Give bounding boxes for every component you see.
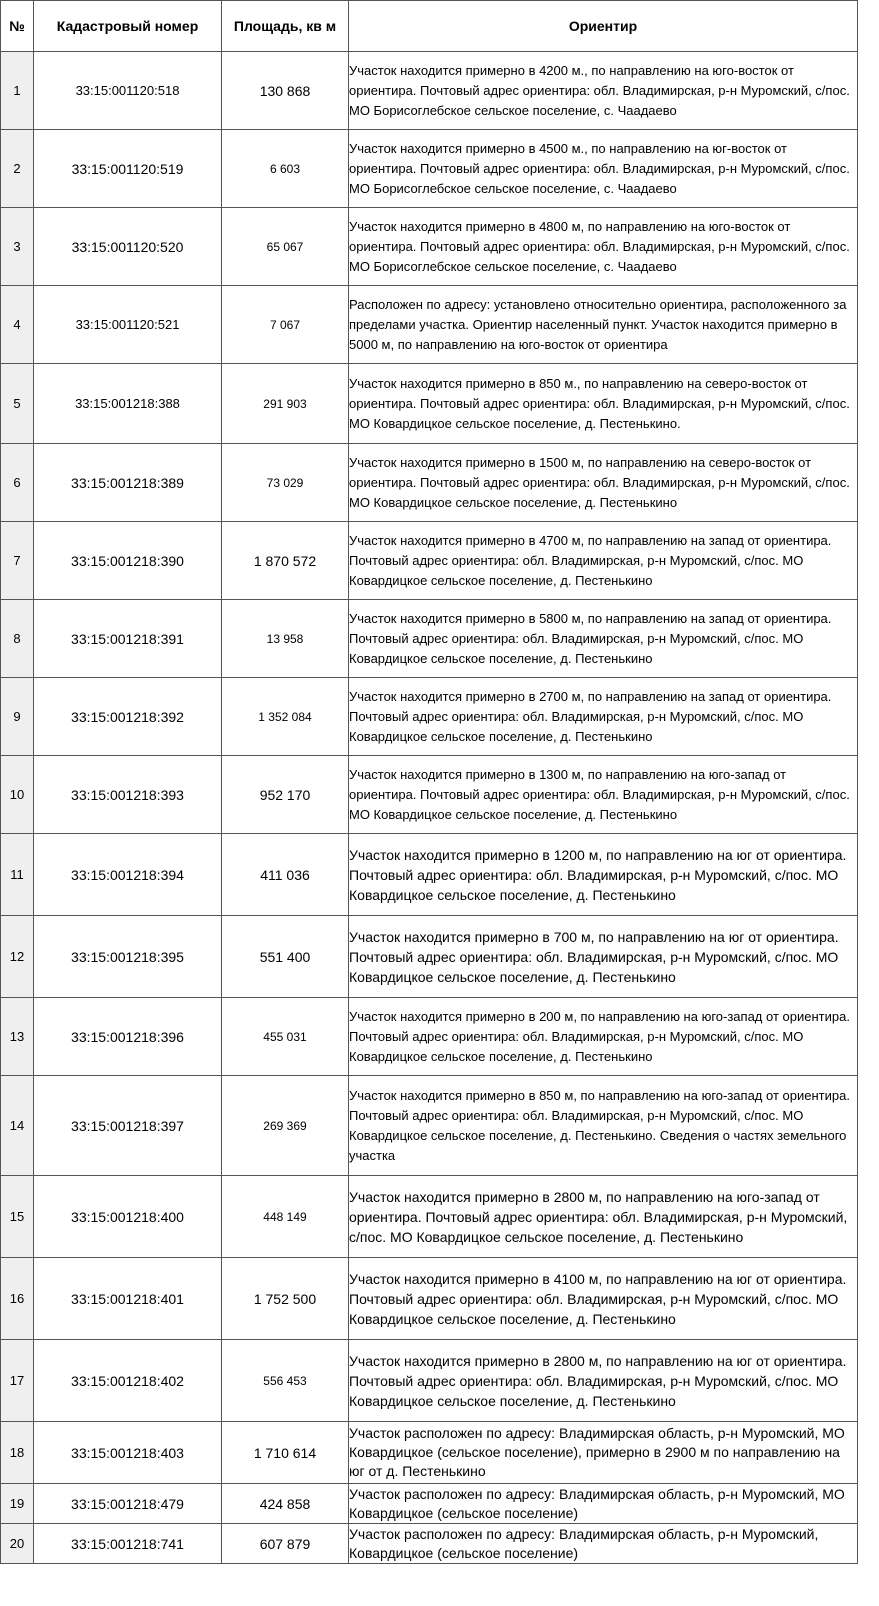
row-num: 16	[1, 1258, 34, 1340]
table-row	[1, 1258, 858, 1340]
plot-area: 291 903	[222, 364, 349, 444]
landmark-description: Участок находится примерно в 850 м, по направлению на юго-запад от ориентира. Почтовый адрес ориентира: обл. Владимирская, р-н Муромский, с/пос. МО Ковардицкое сельское поселение, д. Пестенькино. Сведения о частях земельного участка	[349, 1076, 858, 1176]
cadastral-number: 33:15:001218:403	[34, 1422, 222, 1484]
cadastral-number: 33:15:001120:520	[34, 208, 222, 286]
table-row	[1, 52, 858, 130]
plot-area: 6 603	[222, 130, 349, 208]
landmark-description: Участок находится примерно в 4700 м, по направлению на запад от ориентира. Почтовый адрес ориентира: обл. Владимирская, р-н Муромский, с/пос. МО Ковардицкое сельское поселение, д. Пестенькино	[349, 522, 858, 600]
cadastral-number: 33:15:001218:389	[34, 444, 222, 522]
table-row	[1, 834, 858, 916]
plot-area: 7 067	[222, 286, 349, 364]
cadastral-number: 33:15:001120:521	[34, 286, 222, 364]
table-row	[1, 130, 858, 208]
landmark-description: Участок находится примерно в 1200 м, по направлению на юг от ориентира. Почтовый адрес ориентира: обл. Владимирская, р-н Муромский, с/пос. МО Ковардицкое сельское поселение, д. Пестенькино	[349, 834, 858, 916]
header-area: Площадь, кв м	[222, 1, 349, 52]
cadastral-number: 33:15:001218:390	[34, 522, 222, 600]
plot-area: 411 036	[222, 834, 349, 916]
plot-area: 1 352 084	[222, 678, 349, 756]
row-num: 13	[1, 998, 34, 1076]
row-num: 7	[1, 522, 34, 600]
landmark-description: Участок находится примерно в 4500 м., по направлению на юг-восток от ориентира. Почтовый адрес ориентира: обл. Владимирская, р-н Муромский, с/пос. МО Борисоглебское сельское поселение, с. Чаадаево	[349, 130, 858, 208]
row-num: 9	[1, 678, 34, 756]
landmark-description: Участок находится примерно в 1500 м, по направлению на северо-восток от ориентира. Почтовый адрес ориентира: обл. Владимирская, р-н Муромский, с/пос. МО Ковардицкое сельское поселение, д. Пестенькино	[349, 444, 858, 522]
plot-area: 1 870 572	[222, 522, 349, 600]
landmark-description: Участок расположен по адресу: Владимирская область, р-н Муромский, Ковардицкое (сельское поселение)	[349, 1524, 858, 1564]
landmark-description: Участок расположен по адресу: Владимирская область, р-н Муромский, МО Ковардицкое (сельское поселение)	[349, 1484, 858, 1524]
header-row	[1, 1, 858, 52]
plot-area: 952 170	[222, 756, 349, 834]
plot-area: 269 369	[222, 1076, 349, 1176]
plot-area: 1 752 500	[222, 1258, 349, 1340]
table-row	[1, 364, 858, 444]
cadastral-number: 33:15:001218:741	[34, 1524, 222, 1564]
landmark-description: Участок находится примерно в 2700 м, по направлению на запад от ориентира. Почтовый адрес ориентира: обл. Владимирская, р-н Муромский, с/пос. МО Ковардицкое сельское поселение, д. Пестенькино	[349, 678, 858, 756]
table-row	[1, 1422, 858, 1484]
row-num: 14	[1, 1076, 34, 1176]
plot-area: 65 067	[222, 208, 349, 286]
landmark-description: Участок находится примерно в 4800 м, по направлению на юго-восток от ориентира. Почтовый адрес ориентира: обл. Владимирская, р-н Муромский, с/пос. МО Борисоглебское сельское поселение, с. Чаадаево	[349, 208, 858, 286]
row-num: 11	[1, 834, 34, 916]
table-row	[1, 1484, 858, 1524]
row-num: 5	[1, 364, 34, 444]
table-row	[1, 600, 858, 678]
table-row	[1, 1340, 858, 1422]
row-num: 1	[1, 52, 34, 130]
plot-area: 130 868	[222, 52, 349, 130]
plot-area: 556 453	[222, 1340, 349, 1422]
table-row	[1, 1176, 858, 1258]
cadastral-number: 33:15:001218:392	[34, 678, 222, 756]
cadastral-number: 33:15:001218:391	[34, 600, 222, 678]
row-num: 18	[1, 1422, 34, 1484]
table-row	[1, 756, 858, 834]
plot-area: 607 879	[222, 1524, 349, 1564]
landmark-description: Участок находится примерно в 2800 м, по направлению на юго-запад от ориентира. Почтовый адрес ориентира: обл. Владимирская, р-н Муромский, с/пос. МО Ковардицкое сельское поселение, д. Пестенькино	[349, 1176, 858, 1258]
cadastral-number: 33:15:001120:518	[34, 52, 222, 130]
row-num: 4	[1, 286, 34, 364]
header-num: №	[1, 1, 34, 52]
landmark-description: Участок находится примерно в 1300 м, по направлению на юго-запад от ориентира. Почтовый адрес ориентира: обл. Владимирская, р-н Муромский, с/пос. МО Ковардицкое сельское поселение, д. Пестенькино	[349, 756, 858, 834]
table-row	[1, 522, 858, 600]
table-row	[1, 998, 858, 1076]
plot-area: 455 031	[222, 998, 349, 1076]
cadastral-number: 33:15:001218:393	[34, 756, 222, 834]
landmark-description: Участок находится примерно в 700 м, по направлению на юг от ориентира. Почтовый адрес ориентира: обл. Владимирская, р-н Муромский, с/пос. МО Ковардицкое сельское поселение, д. Пестенькино	[349, 916, 858, 998]
landmark-description: Участок находится примерно в 850 м., по направлению на северо-восток от ориентира. Почтовый адрес ориентира: обл. Владимирская, р-н Муромский, с/пос. МО Ковардицкое сельское поселение, д. Пестенькино.	[349, 364, 858, 444]
header-cadastral: Кадастровый номер	[34, 1, 222, 52]
landmark-description: Участок находится примерно в 200 м, по направлению на юго-запад от ориентира. Почтовый адрес ориентира: обл. Владимирская, р-н Муромский, с/пос. МО Ковардицкое сельское поселение, д. Пестенькино	[349, 998, 858, 1076]
landmark-description: Участок расположен по адресу: Владимирская область, р-н Муромский, МО Ковардицкое (сельское поселение), примерно в 2900 м по направлению на юг от д. Пестенькино	[349, 1422, 858, 1484]
plot-area: 424 858	[222, 1484, 349, 1524]
cadastral-number: 33:15:001218:388	[34, 364, 222, 444]
row-num: 19	[1, 1484, 34, 1524]
row-num: 17	[1, 1340, 34, 1422]
cadastral-number: 33:15:001218:402	[34, 1340, 222, 1422]
table-row	[1, 286, 858, 364]
landmark-description: Расположен по адресу: установлено относительно ориентира, расположенного за пределами участка. Ориентир населенный пункт. Участок находится примерно в 5000 м, по направлению на юго-восток от ориентира	[349, 286, 858, 364]
cadastral-number: 33:15:001218:401	[34, 1258, 222, 1340]
row-num: 6	[1, 444, 34, 522]
row-num: 8	[1, 600, 34, 678]
plot-area: 73 029	[222, 444, 349, 522]
plot-area: 551 400	[222, 916, 349, 998]
cadastral-number: 33:15:001218:396	[34, 998, 222, 1076]
landmark-description: Участок находится примерно в 4200 м., по направлению на юго-восток от ориентира. Почтовый адрес ориентира: обл. Владимирская, р-н Муромский, с/пос. МО Борисоглебское сельское поселение, с. Чаадаево	[349, 52, 858, 130]
landmark-description: Участок находится примерно в 2800 м, по направлению на юг от ориентира. Почтовый адрес ориентира: обл. Владимирская, р-н Муромский, с/пос. МО Ковардицкое сельское поселение, д. Пестенькино	[349, 1340, 858, 1422]
landmark-description: Участок находится примерно в 4100 м, по направлению на юг от ориентира. Почтовый адрес ориентира: обл. Владимирская, р-н Муромский, с/пос. МО Ковардицкое сельское поселение, д. Пестенькино	[349, 1258, 858, 1340]
cadastral-number: 33:15:001218:394	[34, 834, 222, 916]
row-num: 15	[1, 1176, 34, 1258]
landmark-description: Участок находится примерно в 5800 м, по направлению на запад от ориентира. Почтовый адрес ориентира: обл. Владимирская, р-н Муромский, с/пос. МО Ковардицкое сельское поселение, д. Пестенькино	[349, 600, 858, 678]
plot-area: 13 958	[222, 600, 349, 678]
table-row	[1, 916, 858, 998]
cadastral-number: 33:15:001120:519	[34, 130, 222, 208]
cadastral-number: 33:15:001218:397	[34, 1076, 222, 1176]
cadastral-number: 33:15:001218:479	[34, 1484, 222, 1524]
row-num: 3	[1, 208, 34, 286]
header-landmark: Ориентир	[349, 1, 858, 52]
row-num: 20	[1, 1524, 34, 1564]
row-num: 12	[1, 916, 34, 998]
table-row	[1, 208, 858, 286]
cadastral-number: 33:15:001218:400	[34, 1176, 222, 1258]
row-num: 2	[1, 130, 34, 208]
cadastral-number: 33:15:001218:395	[34, 916, 222, 998]
table-row	[1, 1076, 858, 1176]
plot-area: 448 149	[222, 1176, 349, 1258]
plot-area: 1 710 614	[222, 1422, 349, 1484]
table-row	[1, 678, 858, 756]
row-num: 10	[1, 756, 34, 834]
table-row	[1, 444, 858, 522]
table-row	[1, 1524, 858, 1564]
